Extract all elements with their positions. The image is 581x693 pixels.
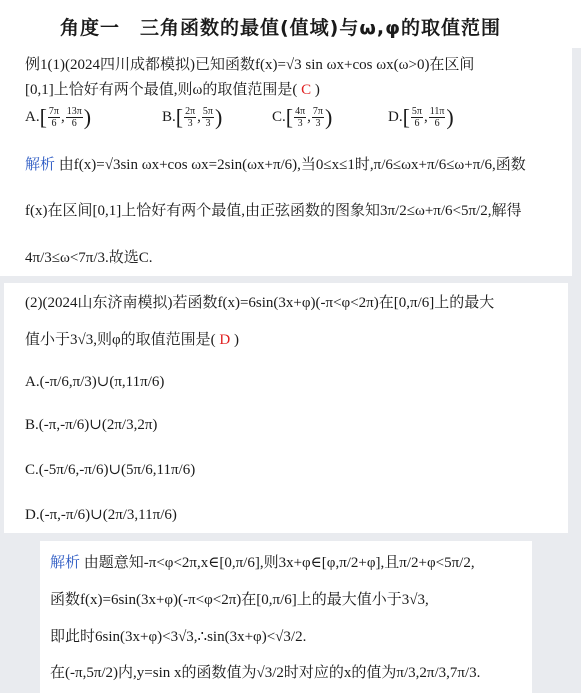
example-2-analysis-line-1: 解析 由题意知-π<φ<2π,x∈[0,π/6],则3x+φ∈[φ,π/2+φ],且π/2+φ<5π/2, [50,555,475,571]
option-d: D.(-π,-π/6)∪(2π/3,11π/6) [25,507,177,523]
option-c: C.(-5π/6,-π/6)∪(5π/6,11π/6) [25,462,196,478]
option-c: C.[ $\frac{4\pi}{3}$ , $\frac{7\pi}{3}$ ) [272,104,333,130]
example-2-analysis-line-2: 函数f(x)=6sin(3x+φ)(-π<φ<2π)在[0,π/6]上的最大值小于3√3, [50,592,429,608]
example-1-analysis-line-2: f(x)在区间[0,1]上恰好有两个最值,由正弦函数的图象知3π/2≤ω+π/6<5π/2,解得 [25,203,522,219]
example-1-stem-line-2: [0,1]上恰好有两个最值,则ω的取值范围是( C ) [25,82,320,98]
analysis-label: 解析 [50,555,81,571]
header [0,0,581,48]
option-d: D.[ $\frac{5\pi}{6}$ , $\frac{11\pi}{6}$ ) [388,104,454,130]
example-2-answer: D [219,332,231,348]
option-b: B.(-π,-π/6)∪(2π/3,2π) [25,417,158,433]
option-b: B.[ $\frac{2\pi}{3}$ , $\frac{5\pi}{3}$ ) [162,104,223,130]
example-1-analysis-line-3: 4π/3≤ω<7π/3.故选C. [25,250,153,266]
example-2-panel [4,283,568,533]
example-1-answer: C [301,82,312,98]
example-1-stem-line-1: 例1(1)(2024四川成都模拟)已知函数f(x)=√3 sin ωx+cos ωx(ω>0)在区间 [25,57,475,73]
example-1-analysis-line-1: 解析 由f(x)=√3sin ωx+cos ωx=2sin(ωx+π/6),当0≤x≤1时,π/6≤ωx+π/6≤ω+π/6,函数 [25,157,526,173]
example-1-panel [0,48,572,276]
option-a: A.[ $\frac{7\pi}{6}$ , $\frac{13\pi}{6}$ ) [25,104,92,130]
example-2-analysis-line-3: 即此时6sin(3x+φ)<3√3,∴sin(3x+φ)<√3/2. [50,629,307,645]
example-2-analysis-line-4: 在(-π,5π/2)内,y=sin x的函数值为√3/2时对应的x的值为π/3,2π/3,7π/3. [50,665,481,681]
example-2-stem-line-1: (2)(2024山东济南模拟)若函数f(x)=6sin(3x+φ)(-π<φ<2π)在[0,π/6]上的最大 [25,295,495,311]
example-2-analysis-panel [40,541,532,693]
option-a: A.(-π/6,π/3)∪(π,11π/6) [25,374,165,390]
example-2-stem-line-2: 值小于3√3,则φ的取值范围是( D ) [25,332,239,348]
analysis-label: 解析 [25,157,56,173]
page-title: 角度一 三角函数的最值(值域)与ω,φ的取值范围 [60,17,501,39]
